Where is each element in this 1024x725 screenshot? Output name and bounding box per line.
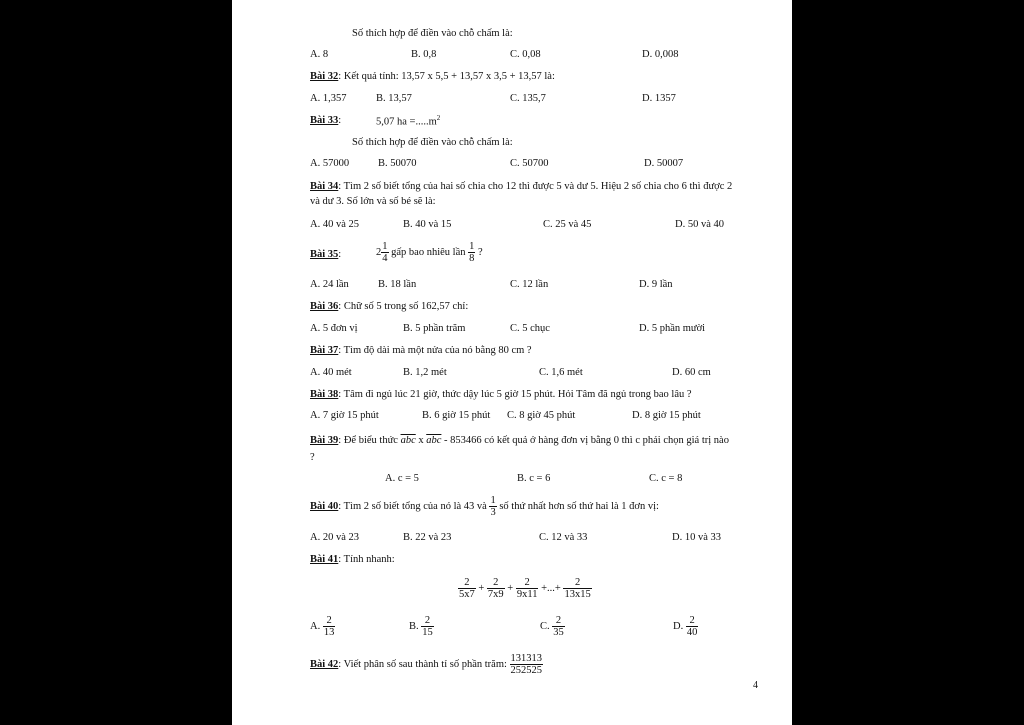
question-text	[376, 240, 483, 266]
fraction	[381, 241, 388, 264]
option-a: A. 8	[310, 49, 329, 60]
page-number: 4	[753, 680, 758, 691]
fraction-denominator: 9x11	[516, 589, 538, 601]
option-a: A. 57000	[310, 158, 350, 169]
question-text-end: ?	[475, 247, 483, 258]
question-intro: Số thích hợp để điền vào chỗ chấm là:	[352, 137, 513, 148]
question-33	[310, 114, 341, 127]
option-d: D. 50 và 40	[675, 219, 724, 230]
option-b: B. 50070	[378, 158, 417, 169]
option-c: C. 8 giờ 45 phút	[507, 410, 576, 421]
question-label: Bài 40	[310, 501, 339, 512]
option-d: D. 10 và 33	[672, 532, 721, 543]
ellipsis-sign: +...+	[541, 583, 561, 594]
option-b: B. 40 và 15	[403, 219, 452, 230]
question-42	[310, 652, 543, 678]
fraction-numerator: 2	[487, 577, 505, 589]
fraction-denominator: 252525	[510, 665, 543, 677]
option-c: C. 25 và 45	[543, 219, 592, 230]
option-a: A. 20 và 23	[310, 532, 359, 543]
plus-sign: +	[507, 583, 514, 594]
option-b: B. 6 giờ 15 phút	[422, 410, 491, 421]
overline-abc: $\overline{abc}$	[426, 435, 442, 446]
option-c: C. 50700	[510, 158, 549, 169]
option-b: B. 13,57	[376, 93, 412, 104]
option-letter: B.	[409, 621, 419, 632]
option-b: B. 18 lần	[378, 279, 417, 290]
question-text-mid: gấp bao nhiêu lần	[388, 247, 469, 258]
question-41	[310, 553, 395, 566]
option-c: C. 0,08	[510, 49, 541, 60]
question-37	[310, 344, 532, 357]
fraction	[552, 615, 565, 638]
question-label: Bài 35	[310, 249, 339, 260]
question-34	[310, 180, 732, 193]
question-colon: :	[338, 249, 342, 260]
option-a: A. 5 đơn vị	[310, 323, 358, 334]
option-letter: D.	[673, 621, 684, 632]
fraction-denominator: 35	[553, 627, 564, 639]
option-c: C. 12 lần	[510, 279, 549, 290]
option-d	[673, 614, 698, 640]
question-text-end: số thứ nhất hơn số thứ hai là 1 đơn vị:	[496, 501, 659, 512]
question-text: : Tìm 2 số biết tổng của nó là 43 và	[338, 501, 490, 512]
question-text: : Để biểu thức	[338, 435, 401, 446]
question-text: : Tính nhanh:	[338, 554, 395, 565]
fraction-numerator: 2	[563, 577, 591, 589]
fraction-denominator: 8	[469, 253, 475, 265]
question-label: Bài 33	[310, 115, 339, 126]
fraction-numerator: 2	[686, 615, 699, 627]
option-b: B. c = 6	[517, 473, 551, 484]
fraction	[563, 577, 591, 600]
fraction	[516, 577, 539, 600]
option-d: D. 9 lần	[639, 279, 673, 290]
option-c: C. 135,7	[510, 93, 546, 104]
question-label: Bài 32	[310, 71, 339, 82]
option-d: D. 0,008	[642, 49, 679, 60]
plus-sign: +	[478, 583, 485, 594]
fraction-numerator: 2	[458, 577, 476, 589]
option-b	[409, 614, 434, 640]
fraction	[686, 615, 699, 638]
multiply-sign: x	[415, 435, 427, 446]
option-d: D. 60 cm	[672, 367, 711, 378]
option-letter: C.	[540, 621, 550, 632]
fraction-denominator: 5x7	[459, 589, 475, 601]
question-mark: ?	[310, 452, 315, 463]
question-label: Bài 41	[310, 554, 339, 565]
fraction	[487, 577, 505, 600]
option-d: D. 5 phần mười	[639, 323, 706, 334]
sum-expression	[458, 576, 592, 602]
question-text: : Tìm 2 số biết tổng của hai số chia cho 12 thì được 5 và dư 5. Hiệu 2 số chia cho 6 thì được 2	[338, 181, 733, 192]
option-c	[540, 614, 565, 640]
option-a: A. c = 5	[385, 473, 419, 484]
question-38	[310, 388, 692, 401]
question-text-cont: và dư 3. Số lớn và số bé sẽ là:	[310, 196, 436, 207]
option-a: A. 7 giờ 15 phút	[310, 410, 379, 421]
option-c: C. c = 8	[649, 473, 683, 484]
fraction-denominator: 40	[686, 627, 698, 639]
option-a: A. 1,357	[310, 93, 347, 104]
fraction	[323, 615, 336, 638]
question-32	[310, 70, 555, 83]
fraction-denominator: 13x15	[564, 589, 591, 601]
question-35	[310, 248, 341, 261]
option-a: A. 24 lần	[310, 279, 349, 290]
question-text: : Tìm độ dài mà một nửa của nó bằng 80 cm ?	[338, 345, 532, 356]
option-letter: A.	[310, 621, 321, 632]
question-label: Bài 37	[310, 345, 339, 356]
option-c: C. 5 chục	[510, 323, 550, 334]
option-b: B. 0,8	[411, 49, 437, 60]
fraction-numerator: 1	[382, 241, 388, 253]
question-label: Bài 42	[310, 659, 339, 670]
option-a: A. 40 mét	[310, 367, 352, 378]
fraction-numerator: 2	[323, 615, 336, 627]
fraction-numerator: 2	[516, 577, 539, 589]
overline-abc: $\overline{abc}$	[400, 435, 416, 446]
question-36	[310, 300, 468, 313]
question-text: : Viết phân số sau thành tỉ số phần trăm:	[338, 659, 510, 670]
option-d: D. 50007	[644, 158, 684, 169]
question-text: : Tâm đi ngủ lúc 21 giờ, thức dậy lúc 5 giờ 15 phút. Hỏi Tâm đã ngủ trong bao lâu ?	[338, 389, 692, 400]
question-39	[310, 434, 729, 447]
fraction-denominator: 7x9	[487, 589, 504, 601]
question-label: Bài 38	[310, 389, 339, 400]
option-d: D. 8 giờ 15 phút	[632, 410, 701, 421]
fraction-numerator: 2	[552, 615, 565, 627]
question-label: Bài 39	[310, 435, 339, 446]
fraction-denominator: 15	[422, 627, 433, 639]
option-c: C. 12 và 33	[539, 532, 588, 543]
fraction-numerator: 2	[421, 615, 434, 627]
option-d: D. 1357	[642, 93, 676, 104]
option-b: B. 22 và 23	[403, 532, 452, 543]
option-c: C. 1,6 mét	[539, 367, 583, 378]
fraction-denominator: 13	[323, 627, 335, 639]
question-text	[376, 112, 440, 129]
mixed-whole: 2	[376, 247, 382, 258]
fraction	[489, 495, 496, 518]
fraction	[421, 615, 434, 638]
fraction	[458, 577, 476, 600]
document-page	[232, 0, 792, 725]
option-b: B. 5 phần trăm	[403, 323, 466, 334]
superscript: 2	[436, 114, 441, 122]
fraction-denominator: 4	[382, 253, 388, 265]
question-text: : Kết quả tính: 13,57 x 5,5 + 13,57 x 3,5 + 13,57 là:	[338, 71, 555, 82]
option-b: B. 1,2 mét	[403, 367, 447, 378]
option-a: A. 40 và 25	[310, 219, 359, 230]
question-intro: Số thích hợp để điền vào chỗ chấm là:	[352, 28, 513, 39]
fraction-numerator: 1	[490, 495, 496, 507]
area-conversion: 5,07 ha =.....m	[376, 116, 437, 128]
option-a	[310, 614, 335, 640]
question-text: : Chữ số 5 trong số 162,57 chỉ:	[338, 301, 469, 312]
fraction-denominator: 3	[490, 507, 496, 519]
question-label: Bài 36	[310, 301, 339, 312]
question-label: Bài 34	[310, 181, 339, 192]
question-40	[310, 494, 659, 520]
fraction-numerator: 131313	[510, 653, 543, 665]
question-text-end: - 853466 có kết quả ở hàng đơn vị bằng 0 thì c phải chọn giá trị nào	[441, 435, 729, 446]
fraction-numerator: 1	[469, 241, 475, 253]
fraction	[510, 653, 544, 676]
question-colon: :	[338, 115, 342, 126]
